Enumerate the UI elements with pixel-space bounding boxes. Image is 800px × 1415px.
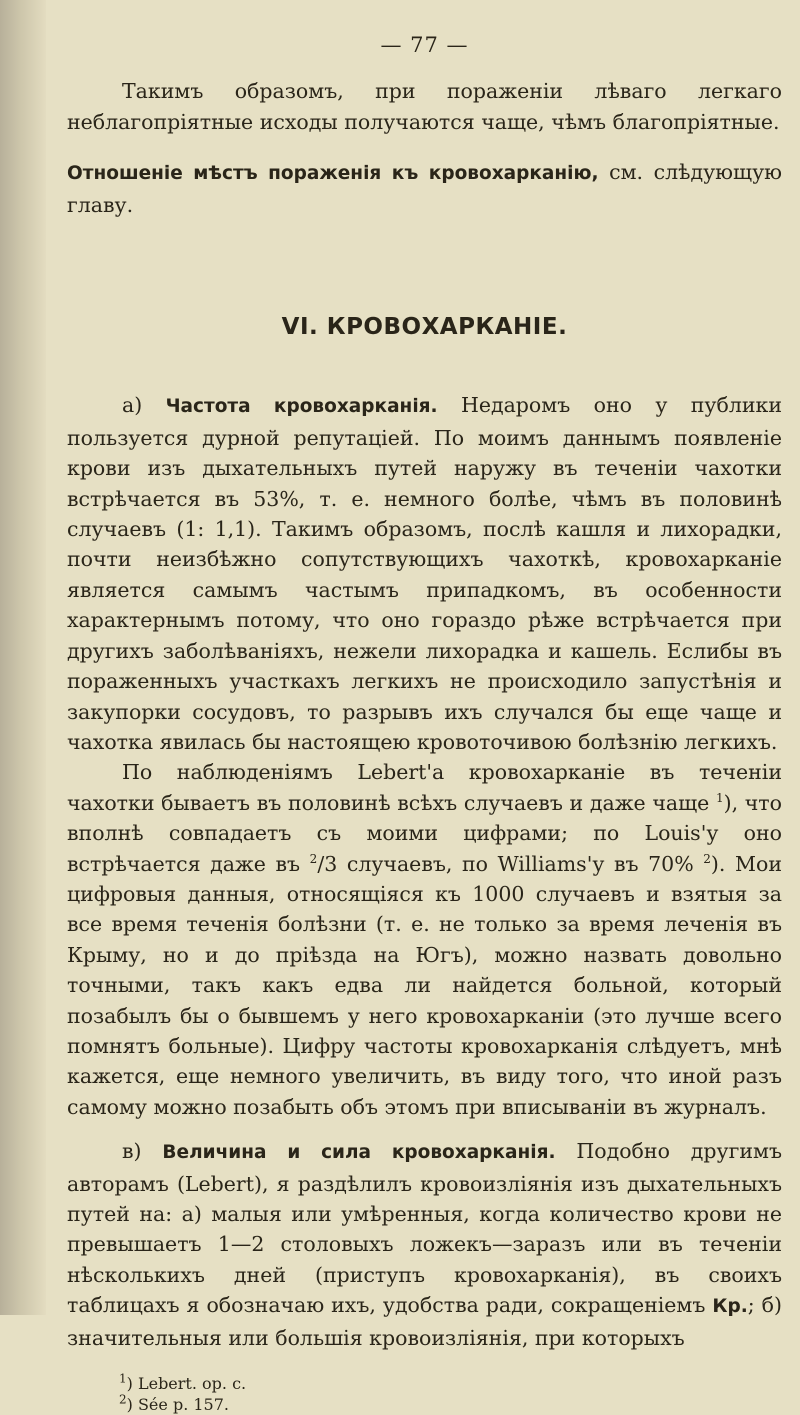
fraction-denominator: /3 (317, 851, 338, 876)
relation-paragraph (67, 157, 782, 220)
footnotes (67, 1373, 782, 1415)
paragraph-2-part1: По наблюденіямъ Lebert'а кровохарканіе въ теченіи чахотки бываетъ въ половинѣ всѣхъ случаевъ и даже чаще (67, 760, 782, 815)
paragraph-2-part2: ), что вполнѣ совпадаетъ съ моими цифрами; по Louis'у оно встрѣчается даже въ (67, 790, 782, 876)
section-a-marker: а) (122, 393, 166, 418)
section-b-marker: в) (122, 1139, 163, 1164)
footnote-1-mark: 1 (119, 1371, 127, 1386)
footnote-2 (119, 1394, 782, 1415)
footnote-2-mark: 2 (119, 1392, 127, 1407)
footnote-ref-2: 2 (703, 851, 711, 866)
section-b-paragraph (67, 1136, 782, 1353)
paragraph-2 (67, 757, 782, 1122)
book-spine-edge (0, 0, 46, 1315)
section-a-text: Недаромъ оно у публики пользуется дурной репутаціей. По моимъ даннымъ появленіе крови изъ дыхательныхъ путей наружу въ теченіи чахотки встрѣчается въ 53%, т. е. немного болѣе, чѣмъ въ половинѣ случаевъ (1: 1,1). Такимъ образомъ, послѣ кашля и лихорадки, почти неизбѣжно сопутствующихъ чахоткѣ, кровохарканіе является самымъ частымъ припадкомъ, въ особенности характернымъ потому, что оно гораздо рѣже встрѣчается при другихъ заболѣваніяхъ, нежели лихорадка и кашель. Еслибы въ пораженныхъ участкахъ легкихъ не происходило запустѣнія и закупорки сосудовъ, то разрывъ ихъ случался бы еще чаще и чахотка явилась бы настоящею кровоточивою болѣзнію легкихъ. (67, 393, 782, 754)
section-b-abbreviation: Кр. (712, 1296, 748, 1318)
footnote-ref-1: 1 (715, 790, 724, 805)
footnote-2-text: ) Sée p. 157. (126, 1395, 229, 1415)
fraction-numerator: 2 (309, 851, 318, 866)
relation-text: см. слѣдующую главу. (67, 160, 782, 217)
relation-heading: Отношеніе мѣстъ пораженія къ кровохарканію, (67, 163, 599, 185)
section-a-heading: Частота кровохарканія. (165, 396, 438, 418)
intro-paragraph: Такимъ образомъ, при пораженіи лѣваго легкаго неблагопріятные исходы получаются чаще, чѣмъ благопріятные. (67, 79, 782, 134)
footnote-1 (119, 1373, 782, 1394)
section-b-heading: Величина и сила кровохарканія. (162, 1142, 556, 1164)
page-number: — 77 — (380, 33, 469, 57)
section-b-text-2: ; б) значительныя или большія кровоизліянія, при которыхъ (67, 1293, 782, 1350)
book-page (67, 30, 782, 1415)
paragraph-2-part4: ). Мои цифровыя данныя, относящіяся къ 1000 случаевъ и взятыя за все время теченія болѣзни (т. е. не только за время леченія въ Крыму, но и до пріѣзда на Югъ), можно назвать довольно точными, такъ какъ едва ли найдется больной, который позабылъ бы о бывшемъ у него кровохарканіи (это лучше всего помнятъ больные). Цифру частоты кровохарканія слѣдуетъ, мнѣ кажется, еще немного увеличить, въ виду того, что иной разъ самому можно позабыть объ этомъ при вписываніи въ журналъ. (67, 851, 783, 1119)
footnote-1-text: ) Lebert. op. c. (126, 1374, 247, 1394)
chapter-title: VI. КРОВОХАРКАНІЕ. (281, 314, 568, 341)
paragraph-2-part3: случаевъ, по Williams'у въ 70% (337, 851, 704, 876)
section-a-paragraph (67, 390, 782, 757)
section-b-text-1: Подобно другимъ авторамъ (Lebert), я раздѣлилъ кровоизліянія изъ дыхательныхъ путей на: а) малыя или умѣренныя, когда количество крови не превышаетъ 1—2 столовыхъ ложекъ—заразъ или въ теченіи нѣсколькихъ дней (приступъ кровохарканія), въ своихъ таблицахъ я обозначаю ихъ, удобства ради, сокращеніемъ (67, 1139, 782, 1318)
